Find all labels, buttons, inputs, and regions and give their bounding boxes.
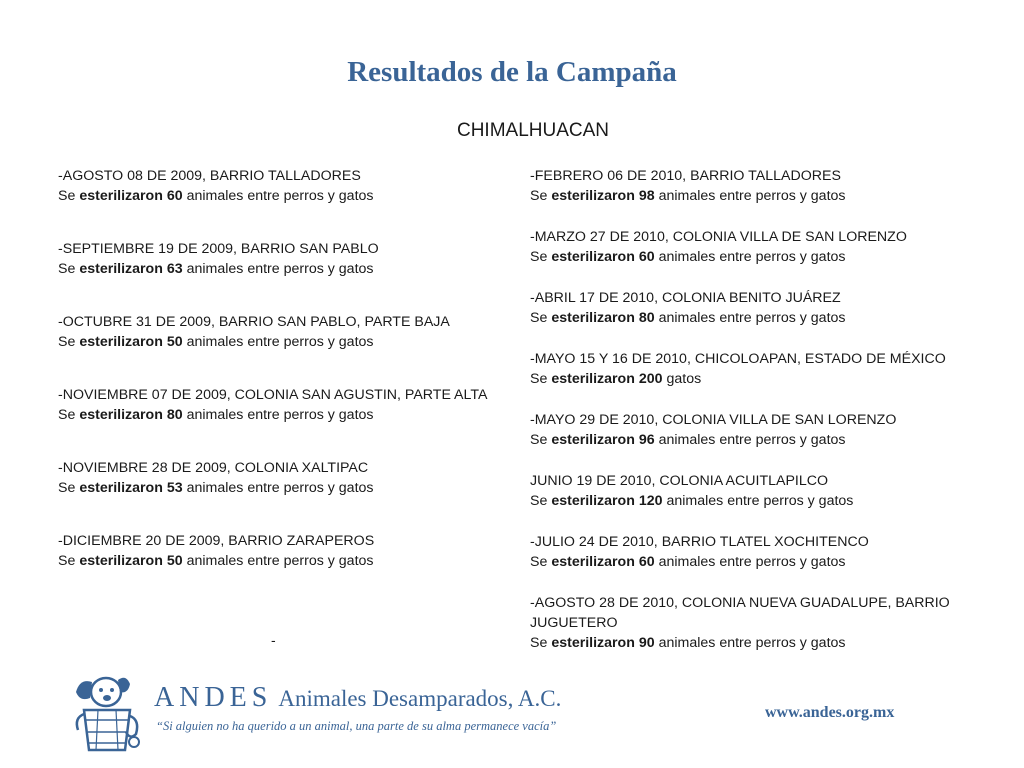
entry-result <box>58 186 518 206</box>
result-entry <box>530 410 970 450</box>
entry-result <box>530 552 970 572</box>
result-entry <box>530 471 970 511</box>
andes-logo <box>70 668 562 758</box>
result-prefix: Se <box>530 554 548 570</box>
entry-heading: -MARZO 27 DE 2010, COLONIA VILLA DE SAN LORENZO <box>530 229 907 245</box>
stray-dash: - <box>271 632 276 648</box>
result-count-label <box>79 261 182 277</box>
result-count-label <box>551 249 654 265</box>
result-count: 96 <box>638 432 655 448</box>
dog-in-bucket-icon <box>70 668 148 756</box>
result-count: 60 <box>166 188 183 204</box>
entry-heading: -ABRIL 17 DE 2010, COLONIA BENITO JUÁREZ <box>530 290 841 306</box>
result-suffix: animales entre perros y gatos <box>186 480 374 496</box>
result-count-label <box>551 493 662 509</box>
result-entry <box>530 288 970 328</box>
result-count-label <box>551 371 662 387</box>
entry-result <box>530 491 970 511</box>
result-count: 50 <box>166 334 183 350</box>
result-count-label <box>79 407 182 423</box>
result-verb: esterilizaron <box>79 553 163 569</box>
entry-heading: -FEBRERO 06 DE 2010, BARRIO TALLADORES <box>530 168 841 184</box>
result-entry <box>530 532 970 572</box>
result-entry <box>58 458 518 498</box>
result-prefix: Se <box>530 310 548 326</box>
result-prefix: Se <box>530 188 548 204</box>
result-verb: esterilizaron <box>551 371 635 387</box>
result-count-label <box>551 635 654 651</box>
result-count-label <box>551 310 654 326</box>
result-count: 120 <box>638 493 663 509</box>
left-results-column <box>58 166 518 604</box>
website-link[interactable]: www.andes.org.mx <box>765 704 895 721</box>
result-verb: esterilizaron <box>79 480 163 496</box>
result-suffix: animales entre perros y gatos <box>658 188 846 204</box>
result-entry <box>58 385 518 425</box>
result-count-label <box>551 554 654 570</box>
result-count-label <box>79 480 182 496</box>
result-prefix: Se <box>58 553 76 569</box>
entry-result <box>530 247 970 267</box>
entry-heading: -JULIO 24 DE 2010, BARRIO TLATEL XOCHITENCO <box>530 534 869 550</box>
result-count: 80 <box>638 310 655 326</box>
result-verb: esterilizaron <box>551 635 635 651</box>
result-prefix: Se <box>530 249 548 265</box>
entry-result <box>58 259 518 279</box>
result-prefix: Se <box>530 493 548 509</box>
result-prefix: Se <box>58 407 76 423</box>
entry-heading: -NOVIEMBRE 07 DE 2009, COLONIA SAN AGUSTIN, PARTE ALTA <box>58 387 488 403</box>
entry-heading: -MAYO 29 DE 2010, COLONIA VILLA DE SAN LORENZO <box>530 412 897 428</box>
result-count: 90 <box>638 635 655 651</box>
entry-result <box>58 551 518 571</box>
result-suffix: animales entre perros y gatos <box>186 407 374 423</box>
result-suffix: animales entre perros y gatos <box>666 493 854 509</box>
slide-title: Resultados de la Campaña <box>347 56 677 88</box>
result-suffix: animales entre perros y gatos <box>658 249 846 265</box>
result-count-label <box>551 432 654 448</box>
result-verb: esterilizaron <box>551 432 635 448</box>
result-verb: esterilizaron <box>551 249 635 265</box>
result-prefix: Se <box>530 432 548 448</box>
entry-heading: -SEPTIEMBRE 19 DE 2009, BARRIO SAN PABLO <box>58 241 379 257</box>
brand-full-name: Animales Desamparados, A.C. <box>278 686 562 711</box>
result-entry <box>530 227 970 267</box>
entry-heading: -AGOSTO 28 DE 2010, COLONIA NUEVA GUADALUPE, BARRIO JUGUETERO <box>530 595 950 631</box>
entry-result <box>530 308 970 328</box>
entry-result <box>58 405 518 425</box>
entry-heading: -MAYO 15 Y 16 DE 2010, CHICOLOAPAN, ESTADO DE MÉXICO <box>530 351 946 367</box>
result-count: 50 <box>166 553 183 569</box>
result-suffix: animales entre perros y gatos <box>186 261 374 277</box>
entry-heading: -NOVIEMBRE 28 DE 2009, COLONIA XALTIPAC <box>58 460 369 476</box>
result-entry <box>58 312 518 352</box>
entry-result <box>530 369 970 389</box>
result-count-label <box>79 188 182 204</box>
result-count: 53 <box>166 480 183 496</box>
result-prefix: Se <box>530 371 548 387</box>
result-entry <box>58 166 518 206</box>
entry-result <box>530 633 970 653</box>
entry-heading: JUNIO 19 DE 2010, COLONIA ACUITLAPILCO <box>530 473 829 489</box>
result-suffix: animales entre perros y gatos <box>658 310 846 326</box>
result-suffix: animales entre perros y gatos <box>186 334 374 350</box>
result-suffix: animales entre perros y gatos <box>186 553 374 569</box>
entry-result <box>58 478 518 498</box>
result-suffix: animales entre perros y gatos <box>186 188 374 204</box>
slide-subtitle: CHIMALHUACAN <box>456 120 610 141</box>
result-count-label <box>79 553 182 569</box>
result-suffix: animales entre perros y gatos <box>658 432 846 448</box>
result-entry <box>530 166 970 206</box>
result-prefix: Se <box>58 188 76 204</box>
result-suffix: gatos <box>666 371 702 387</box>
result-count-label <box>551 188 654 204</box>
result-prefix: Se <box>530 635 548 651</box>
right-results-column <box>530 166 970 674</box>
result-prefix: Se <box>58 334 76 350</box>
result-count-label <box>79 334 182 350</box>
result-suffix: animales entre perros y gatos <box>658 635 846 651</box>
result-verb: esterilizaron <box>551 188 635 204</box>
brand-tagline: “Si alguien no ha querido a un animal, una parte de su alma permanece vacía” <box>156 719 557 733</box>
result-count: 200 <box>638 371 663 387</box>
result-prefix: Se <box>58 261 76 277</box>
entry-result <box>58 332 518 352</box>
result-count: 98 <box>638 188 655 204</box>
entry-result <box>530 186 970 206</box>
result-count: 80 <box>166 407 183 423</box>
result-entry <box>530 349 970 389</box>
result-entry <box>530 593 970 653</box>
result-prefix: Se <box>58 480 76 496</box>
result-verb: esterilizaron <box>551 554 635 570</box>
result-entry <box>58 239 518 279</box>
entry-heading: -AGOSTO 08 DE 2009, BARRIO TALLADORES <box>58 168 361 184</box>
result-entry <box>58 531 518 571</box>
brand-wordmark <box>154 682 561 714</box>
brand-name: ANDES <box>154 682 273 713</box>
result-verb: esterilizaron <box>551 310 635 326</box>
result-verb: esterilizaron <box>79 261 163 277</box>
result-verb: esterilizaron <box>79 407 163 423</box>
result-verb: esterilizaron <box>79 334 163 350</box>
result-verb: esterilizaron <box>79 188 163 204</box>
result-verb: esterilizaron <box>551 493 635 509</box>
entry-result <box>530 430 970 450</box>
result-suffix: animales entre perros y gatos <box>658 554 846 570</box>
result-count: 60 <box>638 554 655 570</box>
result-count: 60 <box>638 249 655 265</box>
entry-heading: -DICIEMBRE 20 DE 2009, BARRIO ZARAPEROS <box>58 533 375 549</box>
result-count: 63 <box>166 261 183 277</box>
entry-heading: -OCTUBRE 31 DE 2009, BARRIO SAN PABLO, PARTE BAJA <box>58 314 450 330</box>
